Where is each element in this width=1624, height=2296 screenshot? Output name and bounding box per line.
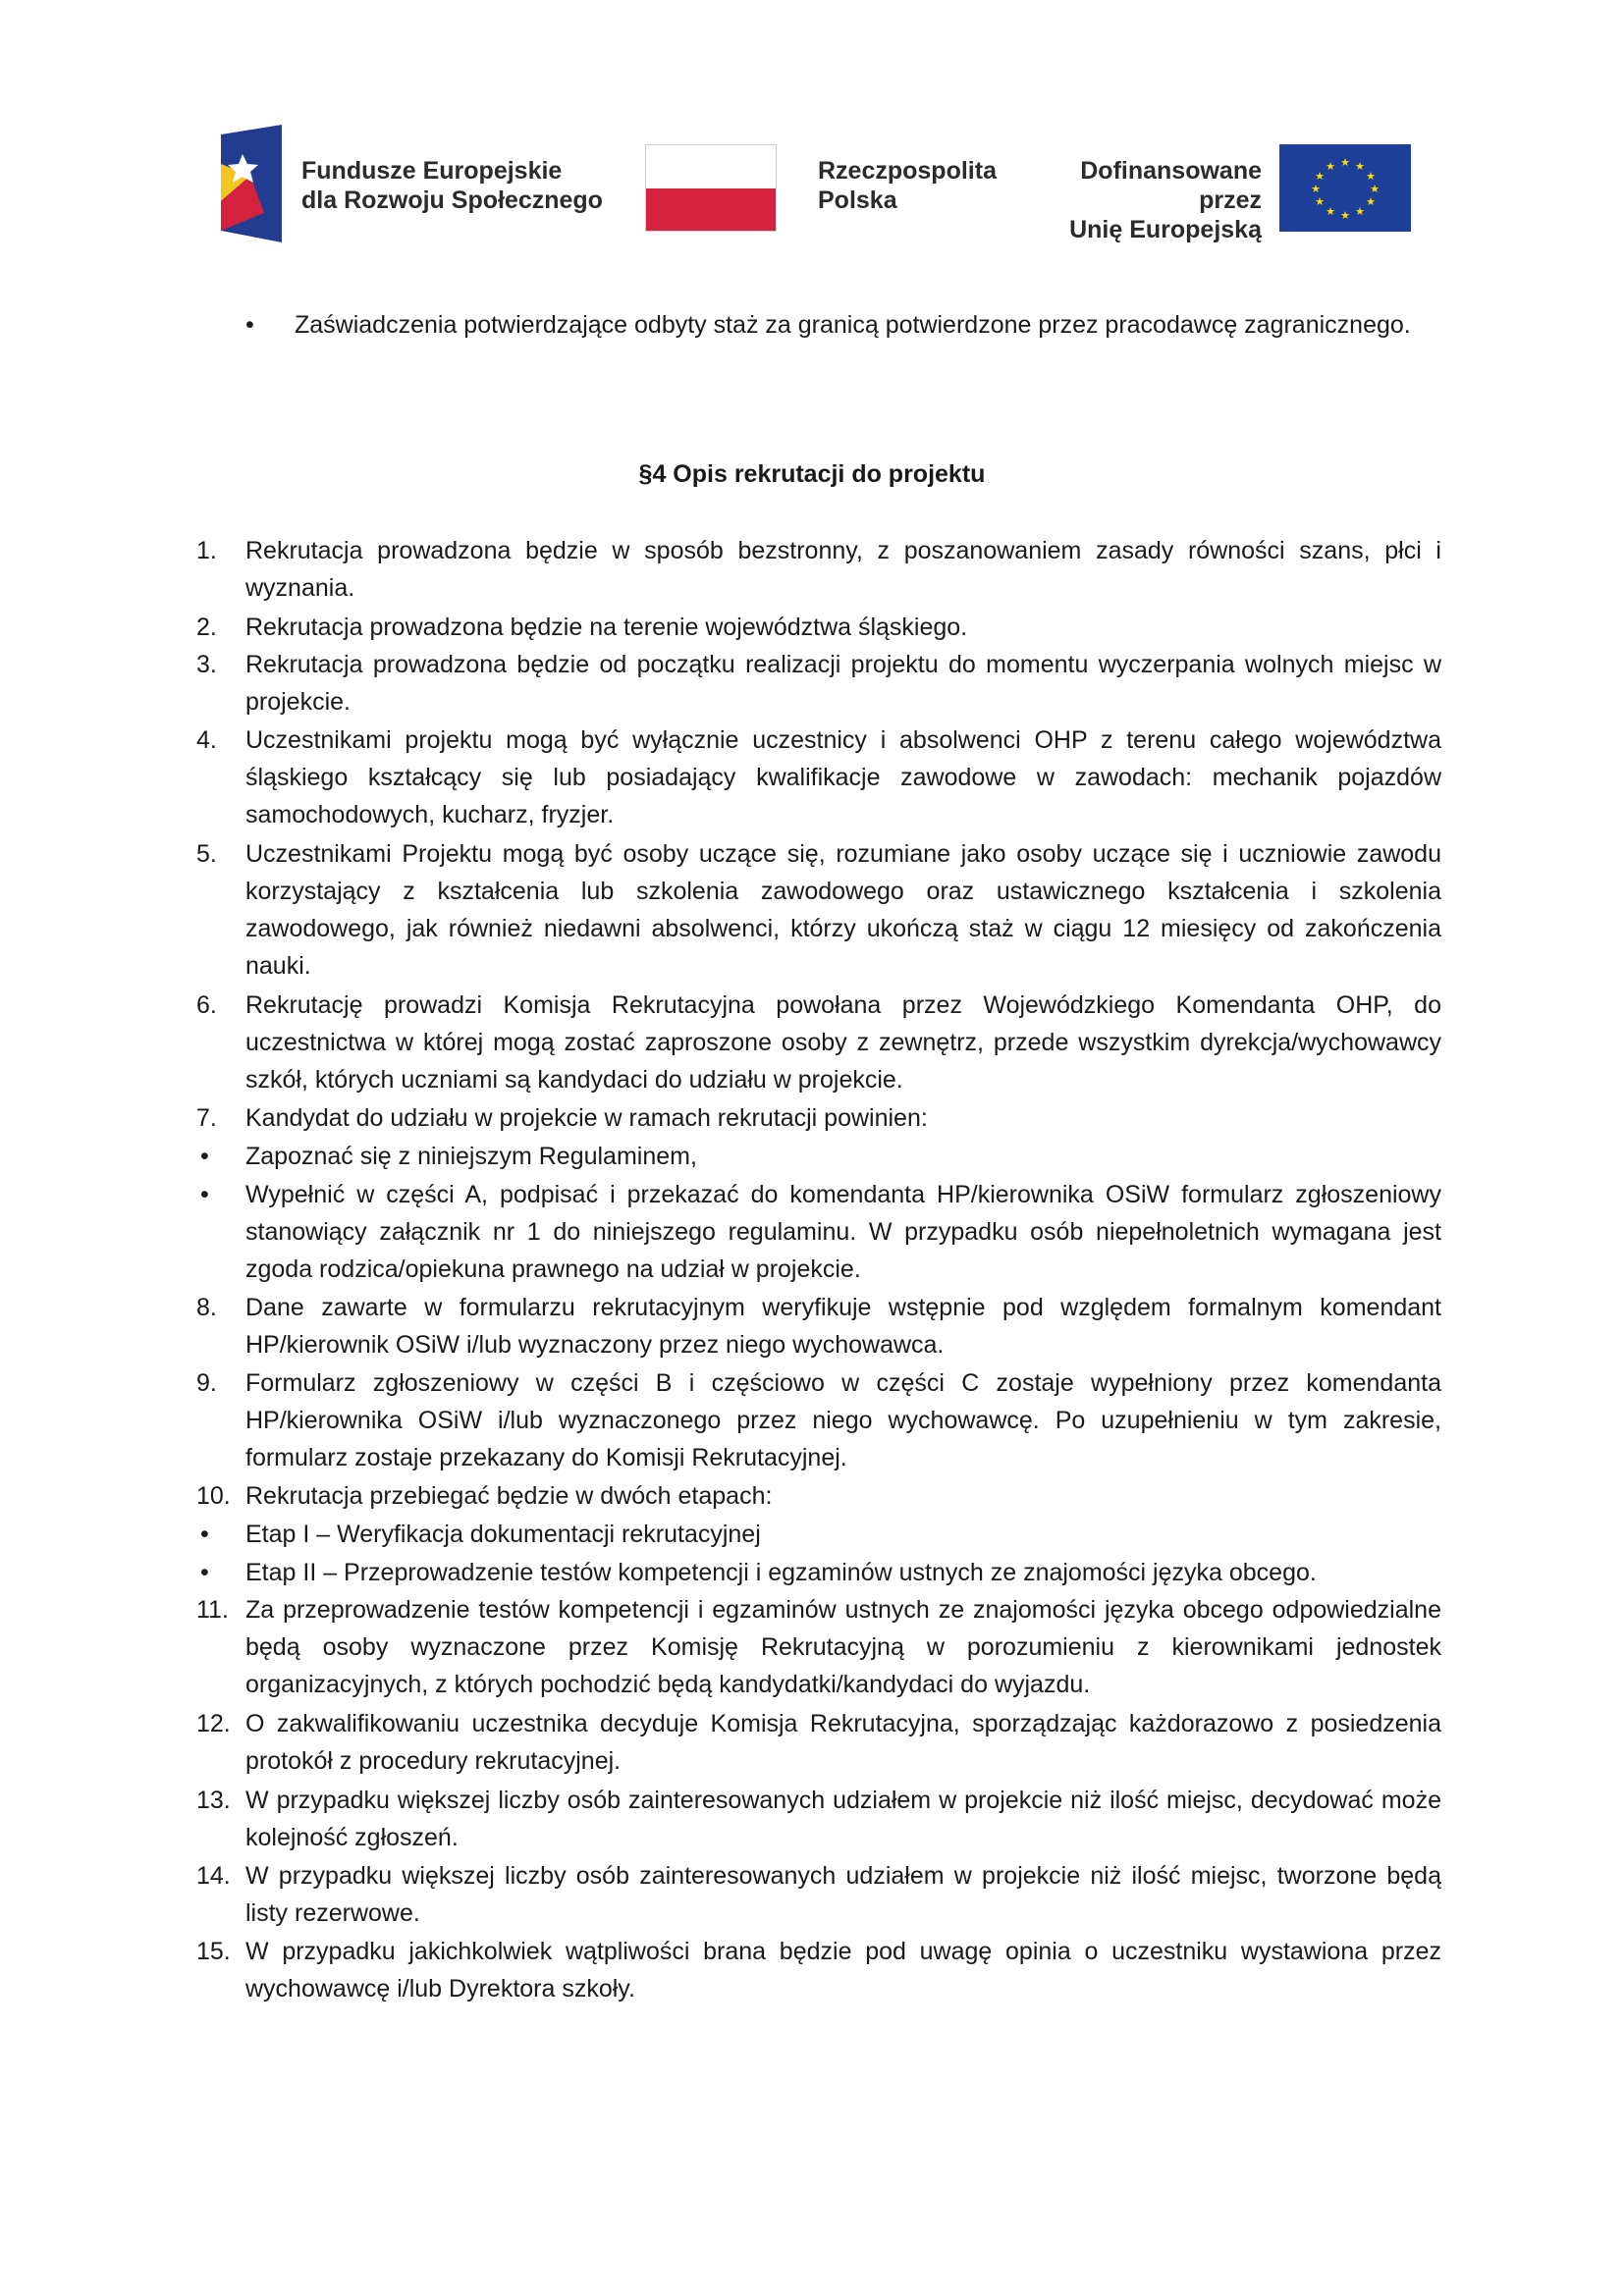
intro-bullet-text: Zaświadczenia potwierdzające odbyty staż za granicą potwierdzone przez pracodawcę zagranicznego. (295, 311, 1411, 339)
svg-text:★: ★ (1370, 183, 1380, 195)
list-item: W przypadku jakichkolwiek wątpliwości brana będzie pod uwagę opinia o uczestniku wystawiona przez wychowawcę i/lub Dyrektora szkoły. (245, 1938, 1441, 2002)
item-marker: 11. (196, 1596, 229, 1624)
item-marker: 13. (196, 1787, 231, 1814)
list-item: Za przeprowadzenie testów kompetencji i egzaminów ustnych ze znajomości języka obcego odpowiedzialne będą osoby wyznaczone przez Komisję Rekrutacyjną w porozumieniu z kierownikami jednostek organizacyjnych, z których pochodzić będą kandydatki/kandydaci do wyjazdu. (245, 1596, 1441, 1698)
item-marker: 8. (196, 1294, 217, 1321)
list-item: Wypełnić w części A, podpisać i przekazać do komendanta HP/kierownika OSiW formularz zgłoszeniowy stanowiący załącznik nr 1 do niniejszego regulaminu. W przypadku osób niepełnoletnich wymagana jest zgoda rodzica/opiekuna prawnego na udział w projekcie. (245, 1181, 1441, 1283)
list-item: W przypadku większej liczby osób zainteresowanych udziałem w projekcie niż ilość miejsc, tworzone będą listy rezerwowe. (245, 1862, 1441, 1927)
polish-flag-icon (645, 144, 777, 232)
item-marker: 10. (196, 1482, 231, 1510)
item-marker: 15. (196, 1938, 231, 1965)
rp-line-1: Rzeczpospolita (818, 157, 997, 185)
list-item: Rekrutacja prowadzona będzie w sposób bezstronny, z poszanowaniem zasady równości szans, płci i wyznania. (245, 537, 1441, 602)
list-item: Rekrutacja prowadzona będzie od początku realizacji projektu do momentu wyczerpania wolnych miejsc w projekcie. (245, 651, 1441, 716)
eu-flag-icon (1279, 144, 1411, 232)
item-marker: 4. (196, 726, 217, 754)
svg-text:★: ★ (1326, 205, 1335, 218)
svg-text:★: ★ (1366, 195, 1376, 208)
list-item: Etap II – Przeprowadzenie testów kompetencji i egzaminów ustnych ze znajomości języka obcego. (245, 1559, 1317, 1586)
svg-text:★: ★ (1340, 156, 1350, 169)
eu-line-1: Dofinansowane przez (1080, 157, 1262, 214)
item-marker: 6. (196, 991, 217, 1019)
list-item: W przypadku większej liczby osób zainteresowanych udziałem w projekcie niż ilość miejsc, decydować może kolejność zgłoszeń. (245, 1787, 1441, 1851)
bullet-marker: • (200, 1143, 209, 1170)
svg-text:★: ★ (1355, 160, 1365, 173)
list-item: Rekrutacja prowadzona będzie na terenie województwa śląskiego. (245, 614, 968, 641)
list-item: Kandydat do udziału w projekcie w ramach rekrutacji powinien: (245, 1104, 928, 1132)
svg-text:★: ★ (1340, 209, 1350, 222)
svg-text:★: ★ (1311, 183, 1321, 195)
item-marker: 14. (196, 1862, 231, 1890)
list-item: Rekrutację prowadzi Komisja Rekrutacyjna powołana przez Wojewódzkiego Komendanta OHP, do uczestnictwa w której mogą zostać zaproszone osoby z zewnętrz, przede wszystkim dyrekcja/wychowawcy szkół, których uczniami są kandydaci do udziału w projekcie. (245, 991, 1441, 1094)
eu-line-2: Unię Europejską (1069, 216, 1262, 243)
item-marker: 3. (196, 651, 217, 678)
item-marker: 7. (196, 1104, 217, 1132)
svg-text:★: ★ (1326, 160, 1335, 173)
svg-text:★: ★ (1355, 205, 1365, 218)
list-item: Formularz zgłoszeniowy w części B i częściowo w części C zostaje wypełniony przez komendanta HP/kierownika OSiW i/lub wyznaczonego przez niego wychowawcę. Po uzupełnieniu w tym zakresie, formularz zostaje przekazany do Komisji Rekrutacyjnej. (245, 1369, 1441, 1471)
list-item: Uczestnikami projektu mogą być wyłącznie uczestnicy i absolwenci OHP z terenu całego województwa śląskiego kształcący się lub posiadający kwalifikacje zawodowe w zawodach: mechanik pojazdów samochodowych, kucharz, fryzjer. (245, 726, 1441, 828)
item-marker: 5. (196, 840, 217, 868)
rp-logo (645, 125, 997, 242)
bullet-marker: • (200, 1181, 209, 1208)
header-logos (221, 125, 1419, 242)
bullet-marker: • (200, 1521, 209, 1548)
fe-line-1: Fundusze Europejskie (301, 157, 563, 185)
item-marker: 1. (196, 537, 217, 564)
list-item: Etap I – Weryfikacja dokumentacji rekrutacyjnej (245, 1521, 761, 1548)
list-item: Zapoznać się z niniejszym Regulaminem, (245, 1143, 697, 1170)
list-item: Uczestnikami Projektu mogą być osoby uczące się, rozumiane jako osoby uczące się i uczniowie zawodu korzystający z kształcenia lub szkolenia zawodowego oraz ustawicznego kształcenia i szkolenia zawodowego, jak również niedawni absolwenci, którzy ukończą staż w ciągu 12 miesięcy od zakończenia nauki. (245, 840, 1441, 980)
svg-text:★: ★ (1315, 195, 1325, 208)
bullet-marker: • (245, 311, 254, 339)
svg-text:★: ★ (1366, 170, 1376, 183)
list-item: Rekrutacja przebiegać będzie w dwóch etapach: (245, 1482, 773, 1510)
item-marker: 2. (196, 614, 217, 641)
fe-logo (221, 125, 614, 242)
list-item: O zakwalifikowaniu uczestnika decyduje Komisja Rekrutacyjna, sporządzając każdorazowo z posiedzenia protokół z procedury rekrutacyjnej. (245, 1710, 1441, 1775)
bullet-marker: • (200, 1559, 209, 1586)
item-marker: 12. (196, 1710, 231, 1737)
fe-line-2: dla Rozwoju Społecznego (301, 187, 603, 214)
item-marker: 9. (196, 1369, 217, 1397)
list-item: Dane zawarte w formularzu rekrutacyjnym weryfikuje wstępnie pod względem formalnym komendant HP/kierownik OSiW i/lub wyznaczony przez niego wychowawca. (245, 1294, 1441, 1359)
eu-logo (1016, 125, 1419, 242)
section-title: §4 Opis rekrutacji do projektu (638, 460, 986, 488)
svg-text:★: ★ (1315, 170, 1325, 183)
fe-emblem-icon (221, 125, 282, 242)
rp-line-2: Polska (818, 187, 897, 214)
